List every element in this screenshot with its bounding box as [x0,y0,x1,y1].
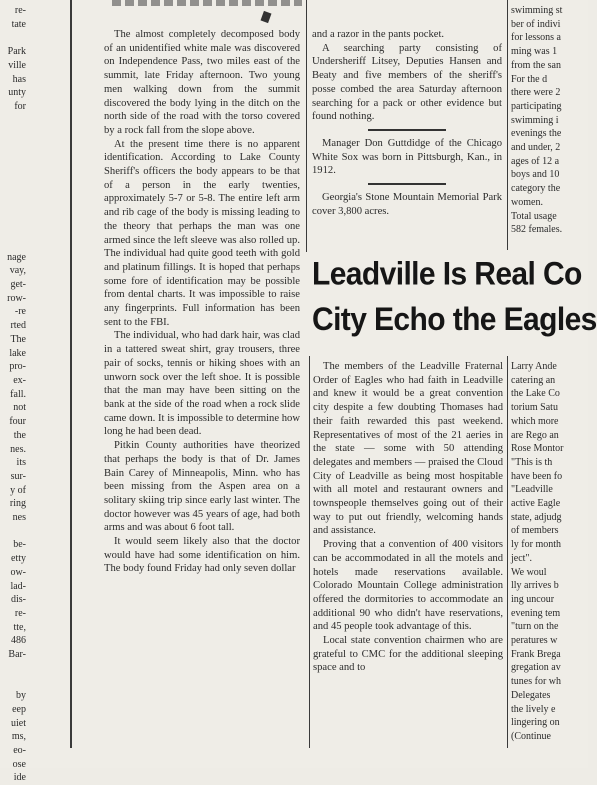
text-fragment: ing uncour [511,593,555,605]
text-fragment [0,223,26,237]
left-fragment-column [0,4,26,784]
article-paragraph: It would seem likely also that the doctor would have had some identification on him. The body found Friday had only seven dollar [104,536,300,575]
text-fragment: the Lake Co [511,388,560,400]
text-fragment: be- [13,539,26,551]
text-fragment: from the san [511,59,561,71]
text-fragment: not [13,402,26,414]
separator-rule [368,129,446,131]
news-brief: Manager Don Guttdidge of the Chicago White Sox was born in Pittsburgh, Kan., in 1912. [312,137,502,177]
news-brief: Georgia's Stone Mountain Memorial Park cover 3,800 acres. [312,192,502,217]
headline-line-1: Leadville Is Real Co [312,256,582,292]
text-fragment: state, adjudg [511,511,562,523]
column-rule-left [70,0,72,748]
text-fragment: We woul [511,566,547,578]
article-paragraph: Pitkin County authorities have theorized that perhaps the body is that of Dr. James Bain Carey of Minneapolis, Minn. who has been missing from the Aspen area on a solitary skiing trip since early last winter. The doctor however was 45 years of age, had both arms and was about 6 foot tall. [104,440,300,534]
article-paragraph: At the present time there is no apparent identification. According to Lake County Sheriff's officers the body appears to be that of a person in the early twenties, approximately 5-7 or 5-8. The entire left arm and rib cage of the body is missing leading to the theory that perhaps the man was one armed since the left sleeve was also rolled up. The individual had quite good teeth with gold and platinum fillings. It is hoped that perhaps some fore of identification may be possible from dental charts. It was impossible to raise any fingerprints. Full information has been sent to the FBI. [104,138,300,328]
text-fragment: 486 [11,635,26,647]
article-continuation-column [312,28,502,250]
right-top-fragment-column [511,4,588,250]
text-fragment: eep [12,703,26,715]
text-fragment [0,237,26,251]
text-fragment: etty [11,553,26,565]
text-fragment: there were 2 [511,87,561,99]
article-body-body-found [104,28,300,748]
continuation-line: and a razor in the pants pocket. [312,29,445,40]
text-fragment: for lessons a [511,32,561,44]
text-fragment: ow- [10,566,26,578]
text-fragment: lake [9,347,26,359]
text-fragment: boys and 10 [511,169,560,181]
column-rule-middle-bottom [309,356,310,748]
text-fragment: re- [14,5,26,16]
column-rule-right-top [507,0,508,250]
text-fragment: row- [7,292,26,304]
article-paragraph: The almost completely decomposed body of an unidentified white male was discovered on Independence Pass, two miles east of the summit, late Friday afternoon. Two young men walking down from the summit discovered the body lying in the ditch on the north side of the road with the torso covered by a rock fall from the slope above. [104,29,300,136]
text-fragment: Frank Brega [511,648,561,660]
headline [312,252,597,343]
text-fragment: ide [13,772,26,784]
text-fragment: by [16,690,26,702]
text-fragment: swimming i [511,114,559,126]
text-fragment: four [9,416,26,428]
text-fragment: ber of indivi [511,18,561,30]
text-fragment [0,168,26,182]
text-fragment [0,675,26,689]
text-fragment: 582 females. [511,224,563,236]
ink-smudge [261,11,272,23]
text-fragment: participating [511,100,562,112]
text-fragment: tunes for wh [511,676,561,688]
text-fragment: The [10,333,26,345]
article-paragraph: Proving that a convention of 400 visitors can be accommodated in all the motels and hotels made reservations available. Colorado Mountain College administration offered the dormitories to accommodate an additional 90 who didn't have reservations, and 45 people took advantage of this. [313,539,503,633]
article-body-leadville [313,360,503,748]
text-fragment: Bar- [8,649,26,661]
text-fragment: for [14,100,26,112]
article-paragraph: The members of the Leadville Fraternal Order of Eagles who had faith in Leadville and knew it would be a great convention city despite a few doubting Thomases had their faith rewarded this past weekend. Representatives of most of the 21 aeries in the state — some with 50 attending delegates and members — praised the Cloud City of Leadville as being most hospitable with all motel and restaurant owners and townspeople themselves going out of their way to put out friendly, welcoming hands and assistance. [313,361,503,537]
text-fragment: lad- [10,580,26,592]
text-fragment: which more [511,415,559,427]
text-fragment [0,155,26,169]
text-fragment: peratures w [511,635,558,647]
text-fragment: re- [14,607,26,619]
text-fragment: uiet [11,717,26,729]
text-fragment: Total usage [511,210,557,222]
text-fragment: tte, [13,621,26,633]
text-fragment: gregation av [511,662,561,674]
text-fragment: Larry Ande [511,361,557,372]
text-fragment: nes. [10,443,26,455]
text-fragment: its [16,457,26,469]
text-fragment: swimming st [511,5,563,16]
text-fragment: vay, [9,265,26,277]
text-fragment: category the [511,183,561,195]
text-fragment: lingering on [511,717,560,729]
text-fragment [0,114,26,128]
text-fragment [0,196,26,210]
text-fragment: of members [511,525,559,537]
text-fragment: the lively e [511,703,556,715]
text-fragment: lly arrives b [511,580,559,592]
text-fragment: sur- [10,470,26,482]
text-fragment: eo- [13,744,26,756]
text-fragment: -re [14,306,26,318]
text-fragment: catering an [511,374,556,386]
text-fragment: rted [10,320,26,332]
text-fragment: evenings the [511,128,562,140]
text-fragment: get- [10,279,26,291]
text-fragment: ms, [11,731,26,743]
text-fragment: nes [12,512,26,524]
text-fragment: ex- [13,374,26,386]
text-fragment: nage [7,251,26,263]
text-fragment: For the d [511,73,548,85]
text-fragment: (Continue [511,730,551,742]
text-fragment [0,525,26,539]
text-fragment: women. [511,196,543,208]
article-paragraph: A searching party consisting of Undersheriff Litsey, Deputies Hansen and Beaty and five members of the sheriff's posse combed the area Saturday afternoon searching for a pack or other evidence but found nothing. [312,42,502,123]
text-fragment: has [12,73,26,85]
text-fragment: pro- [9,361,26,373]
text-fragment: active Eagle [511,498,561,510]
text-fragment: ming was 1 [511,46,558,58]
text-fragment: ages of 12 a [511,155,560,167]
text-fragment: ly for month [511,539,561,551]
text-fragment: evening tem [511,607,561,619]
text-fragment: unty [8,87,26,99]
text-fragment: Delegates [511,689,551,701]
text-fragment: dis- [11,594,26,606]
text-fragment: "Leadville [511,484,553,496]
text-fragment: ose [12,758,26,770]
text-fragment: have been fo [511,470,563,482]
text-fragment: Park [7,46,26,58]
text-fragment: "This is th [511,456,553,468]
text-fragment [0,662,26,676]
right-bottom-fragment-column [511,360,588,748]
text-fragment: torium Satu [511,402,558,414]
text-fragment: ring [9,498,26,510]
text-fragment: y of [10,484,26,496]
top-cut-headline-remnant [112,0,302,6]
text-fragment: Rose Montor [511,443,564,455]
text-fragment: and under, 2 [511,142,561,154]
text-fragment: tate [11,18,26,30]
separator-rule [368,183,446,185]
column-rule-right-bottom [507,356,508,748]
text-fragment: the [13,429,26,441]
text-fragment [0,127,26,141]
text-fragment [0,141,26,155]
text-fragment [0,182,26,196]
text-fragment: ject". [511,552,533,564]
text-fragment: "turn on the [511,621,559,633]
text-fragment [0,31,26,45]
text-fragment [0,210,26,224]
column-rule-middle [306,0,307,252]
text-fragment: ville [8,59,26,71]
text-fragment: fall. [10,388,26,400]
article-paragraph: Local state convention chairmen who are grateful to CMC for the additional sleeping space and to [313,635,503,674]
article-paragraph: The individual, who had dark hair, was clad in a tattered sweat shirt, gray trousers, three pair of socks, tennis or hiking shoes with an unworn sock over the left shoe. It is possible that the man may have been sitting on the bank at the side of the road when a rock slide came down. It is impossible to determine how long he had been dead. [104,330,300,438]
headline-line-2: City Echo the Eagles [312,301,597,338]
text-fragment: are Rego an [511,429,559,441]
